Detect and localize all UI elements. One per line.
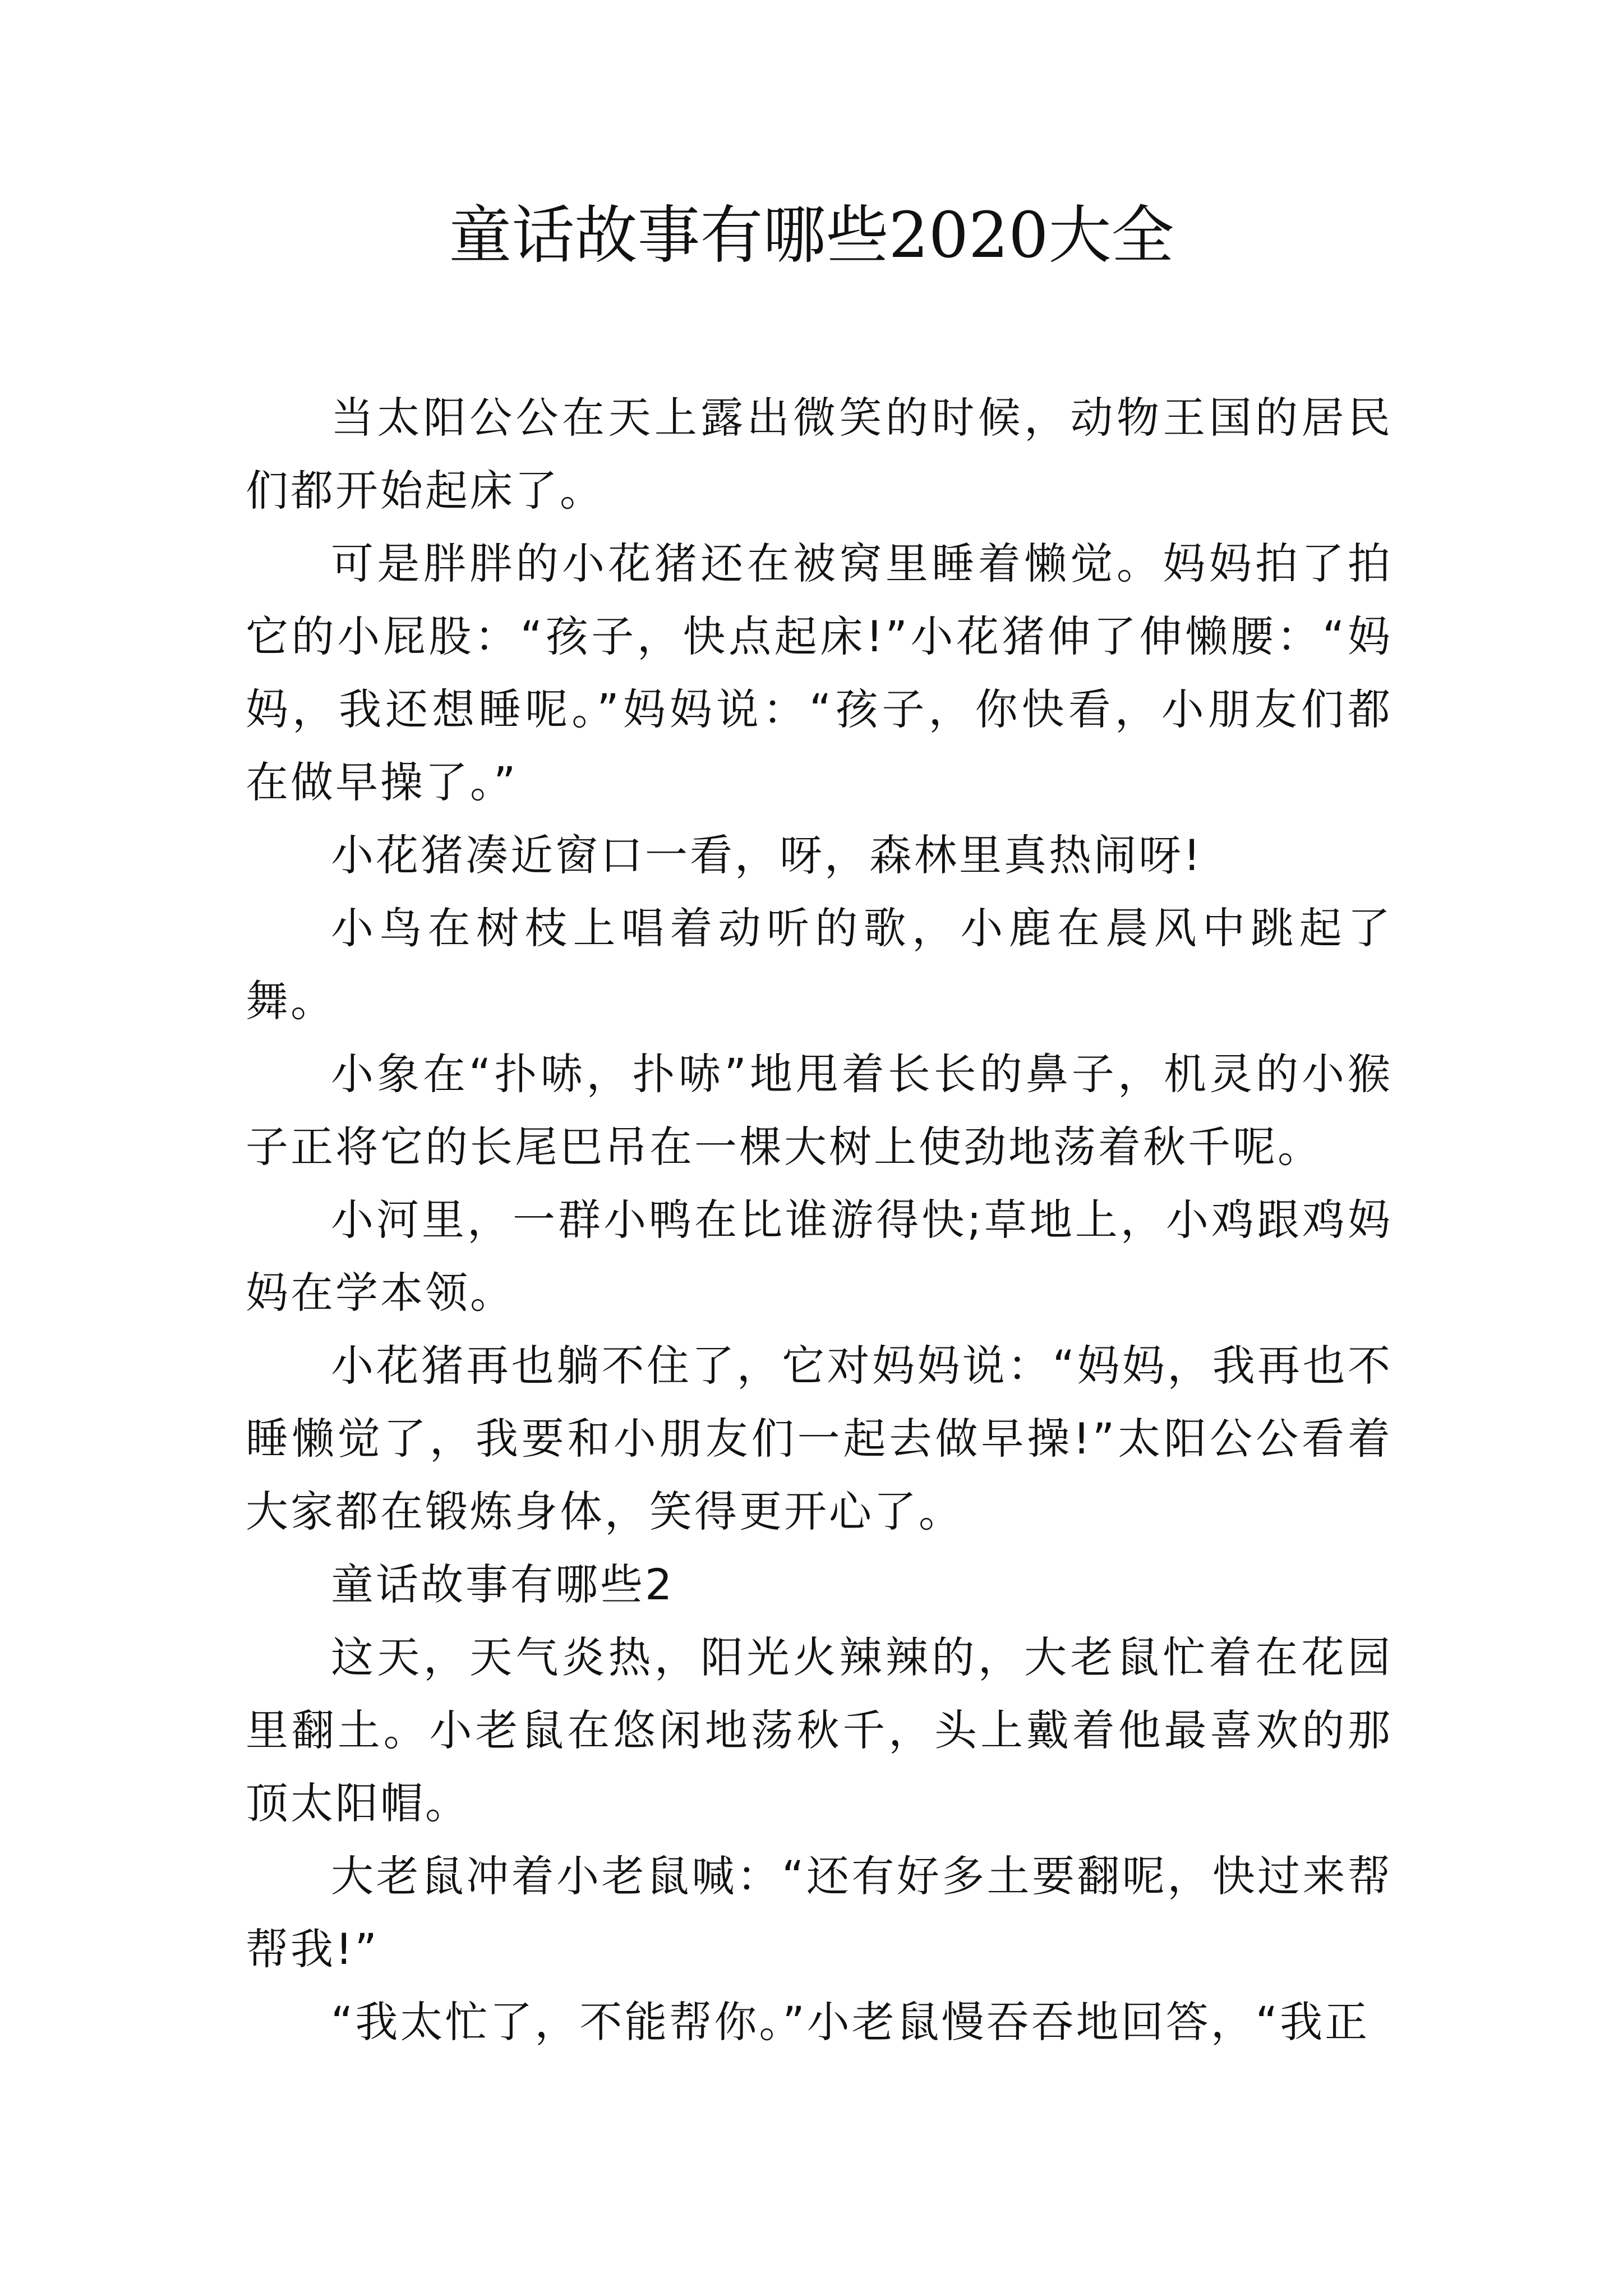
- paragraph: 大老鼠冲着小老鼠喊：“还有好多土要翻呢，快过来帮帮我!”: [246, 1851, 1393, 1974]
- paragraph: 小象在“扑哧，扑哧”地甩着长长的鼻子，机灵的小猴子正将它的长尾巴吊在一棵大树上使劲地荡着秋千呢。: [246, 1049, 1393, 1172]
- paragraph: “我太忙了，不能帮你。”小老鼠慢吞吞地回答，“我正: [331, 1997, 1370, 2047]
- section-heading: 童话故事有哪些2: [331, 1559, 675, 1609]
- paragraph: 小河里，一群小鸭在比谁游得快;草地上，小鸡跟鸡妈妈在学本领。: [246, 1195, 1393, 1318]
- document-title: 童话故事有哪些2020大全: [449, 199, 1174, 272]
- document-body: [246, 381, 1393, 2059]
- paragraph: 这天，天气炎热，阳光火辣辣的，大老鼠忙着在花园里翻土。小老鼠在悠闲地荡秋千，头上戴着他最喜欢的那顶太阳帽。: [246, 1632, 1393, 1828]
- paragraph: 可是胖胖的小花猪还在被窝里睡着懒觉。妈妈拍了拍它的小屁股：“孩子，快点起床!”小花猪伸了伸懒腰：“妈妈，我还想睡呢。”妈妈说：“孩子，你快看，小朋友们都在做早操了。”: [246, 539, 1393, 807]
- paragraph: 小花猪再也躺不住了，它对妈妈说：“妈妈，我再也不睡懒觉了，我要和小朋友们一起去做早操!”太阳公公看着大家都在锻炼身体，笑得更开心了。: [246, 1341, 1393, 1536]
- paragraph: 小鸟在树枝上唱着动听的歌，小鹿在晨风中跳起了舞。: [246, 903, 1393, 1026]
- paragraph: 当太阳公公在天上露出微笑的时候，动物王国的居民们都开始起床了。: [246, 393, 1393, 516]
- paragraph: 小花猪凑近窗口一看，呀，森林里真热闹呀!: [331, 830, 1203, 880]
